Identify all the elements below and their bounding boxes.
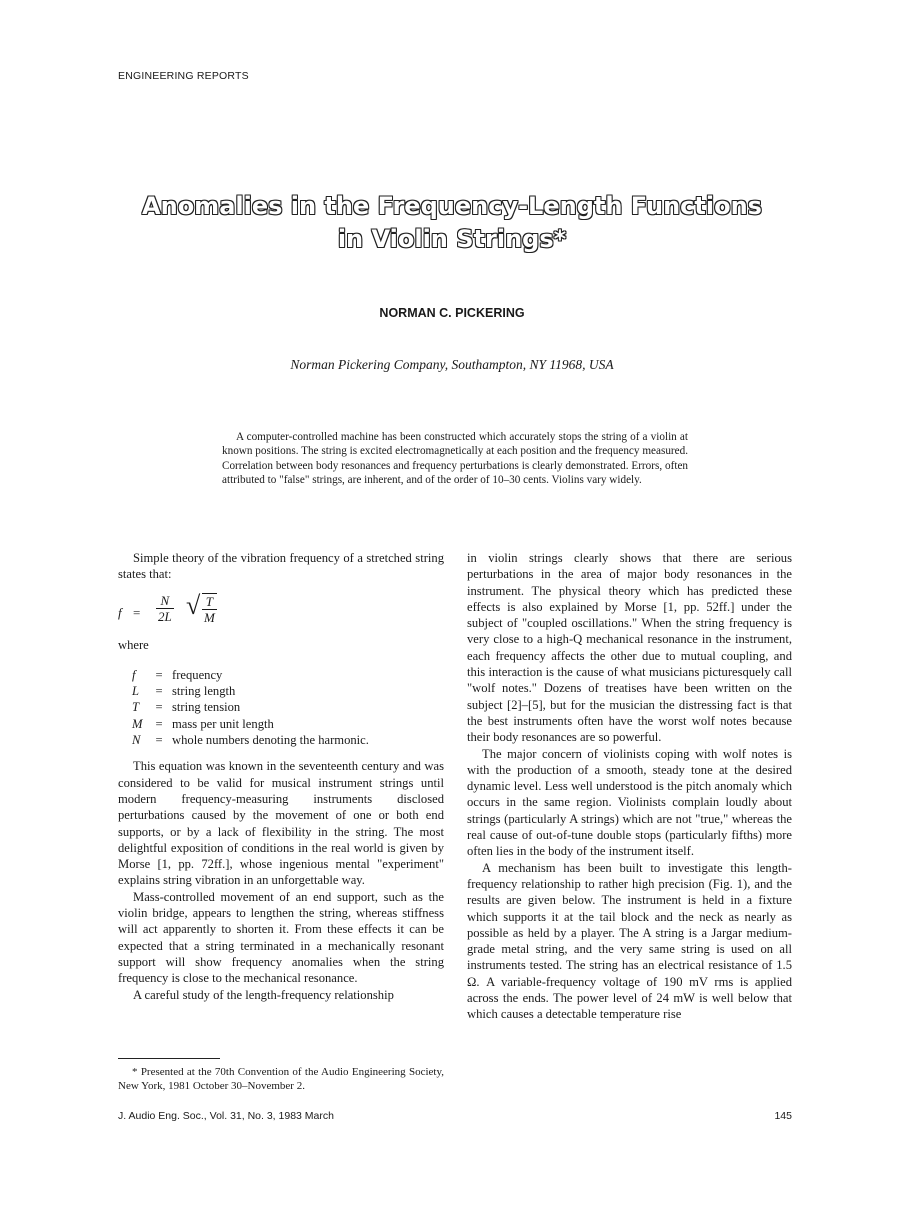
intro-paragraph: Simple theory of the vibration frequency of a stretched string states that: [118, 551, 444, 582]
where-label: where [118, 637, 149, 652]
definition-row [118, 683, 444, 699]
definition-symbol: M [132, 716, 143, 731]
equation-root-fraction [202, 593, 217, 625]
abstract: A computer-controlled machine has been constructed which accurately stops the string of a violin at known positions. The string is excited electromagnetically at each position and the frequency measured. Correlation between body resonances and frequency perturbations is clearly demonstrated. Errors, often attributed to "false" strings, are inherent, and of the order of 10–30 cents. Violins vary widely. [222, 431, 688, 486]
definition-symbol: N [132, 733, 141, 748]
equation-equals: = [133, 604, 141, 620]
body-paragraph: A mechanism has been built to investigate this length-frequency relationship to rather high precision (Fig. 1), and the results are given below. The instrument is held in a fixture which supports it at the tail block and the neck as nearly as possible as held by a player. The A string is a Jargar medium-grade metal string, and the very same string is used on all instruments tested. The string has an electrical resistance of 1.5 Ω. A variable-frequency voltage of 190 mV rms is applied across the ends. The power level of 24 mW is well below that which causes a detectable temperature rise [467, 860, 792, 1022]
definition-text: frequency [172, 667, 223, 682]
equation-lhs: f [118, 604, 122, 620]
footnote-divider [118, 1058, 220, 1059]
equation-fraction [156, 593, 174, 624]
definition-row [118, 732, 444, 748]
definition-row [118, 699, 444, 715]
left-column [118, 550, 444, 1003]
definition-row [118, 667, 444, 683]
definition-row [118, 716, 444, 732]
equation-numerator: N [160, 592, 170, 608]
author-affiliation: Norman Pickering Company, Southampton, NY 11968, USA [290, 357, 614, 372]
body-paragraph: The major concern of violinists coping with wolf notes is with the production of a smooth, steady tone at the desired dynamic level. Less well understood is the pitch anomaly which occurs in the same region. Violinists complain loudly about strings (particularly A strings) which are not "true," whereas the real cause of out-of-tune double stops (particularly fifths) more often lies in the body of the instrument itself. [467, 746, 792, 859]
frequency-equation [118, 590, 444, 635]
page-number: 145 [774, 1110, 792, 1122]
section-label: ENGINEERING REPORTS [118, 70, 249, 82]
title-line-1: Anomalies in the Frequency-Length Functions [142, 192, 762, 220]
square-root-symbol: √ [186, 590, 201, 620]
right-column [467, 550, 792, 1023]
equation-root-denominator: M [204, 609, 215, 625]
definition-text: string length [172, 684, 236, 699]
definition-symbol: L [132, 684, 140, 699]
author-name: NORMAN C. PICKERING [379, 306, 525, 320]
definition-equals: = [155, 716, 163, 731]
definition-symbol: f [132, 667, 136, 682]
definition-symbol: T [132, 700, 140, 715]
body-paragraph: This equation was known in the seventeenth century and was considered to be valid for musical instrument strings until modern frequency-measuring instruments disclosed perturbations caused by the movement of one or both end supports, or by a lack of flexibility in the string. The most delightful exposition of conditions in the real world is given by Morse [1, pp. 72ff.], whose ingenious mental "experiment" explains string vibration in an unforgettable way. [118, 759, 444, 888]
definition-text: whole numbers denoting the harmonic. [172, 733, 369, 748]
body-paragraph: A careful study of the length-frequency relationship [133, 987, 394, 1002]
definition-text: string tension [172, 700, 241, 715]
definition-equals: = [155, 700, 163, 715]
definition-equals: = [155, 667, 163, 682]
equation-denominator: 2L [158, 608, 172, 624]
definition-equals: = [155, 684, 163, 699]
equation-root-numerator: T [205, 593, 214, 609]
body-paragraph: Mass-controlled movement of an end support, such as the violin bridge, appears to lengthen the string, whereas stiffness will act apparently to shorten it. From these effects it can be expected that a string terminated in a mechanically resonant support will show frequency anomalies when the string frequency is close to the mechanical resonance. [118, 889, 444, 986]
journal-citation: J. Audio Eng. Soc., Vol. 31, No. 3, 1983 March [118, 1110, 334, 1122]
definition-equals: = [155, 733, 163, 748]
footnote: * Presented at the 70th Convention of the Audio Engineering Society, New York, 1981 October 30–November 2. [118, 1066, 444, 1092]
article-title [100, 190, 804, 256]
title-line-2: in Violin Strings* [337, 225, 567, 253]
variable-definitions [118, 667, 444, 748]
definition-text: mass per unit length [172, 716, 274, 731]
body-paragraph: in violin strings clearly shows that there are serious perturbations in the area of major body resonances in the instrument. The physical theory which has predicted these effects is also explained by Morse [1, pp. 52ff.] under the subject of "coupled oscillations." When the string frequency is very close to a high-Q mechanical resonance in the instrument, each frequency affects the other due to mutual coupling, and this interaction is the cause of what musicians picturesquely call "wolf notes." Dozens of treatises have been written on the subject [2]–[5], but for the musician the distressing fact is that the best instruments often have the worst wolf notes because their body resonances are so powerful. [467, 551, 792, 745]
